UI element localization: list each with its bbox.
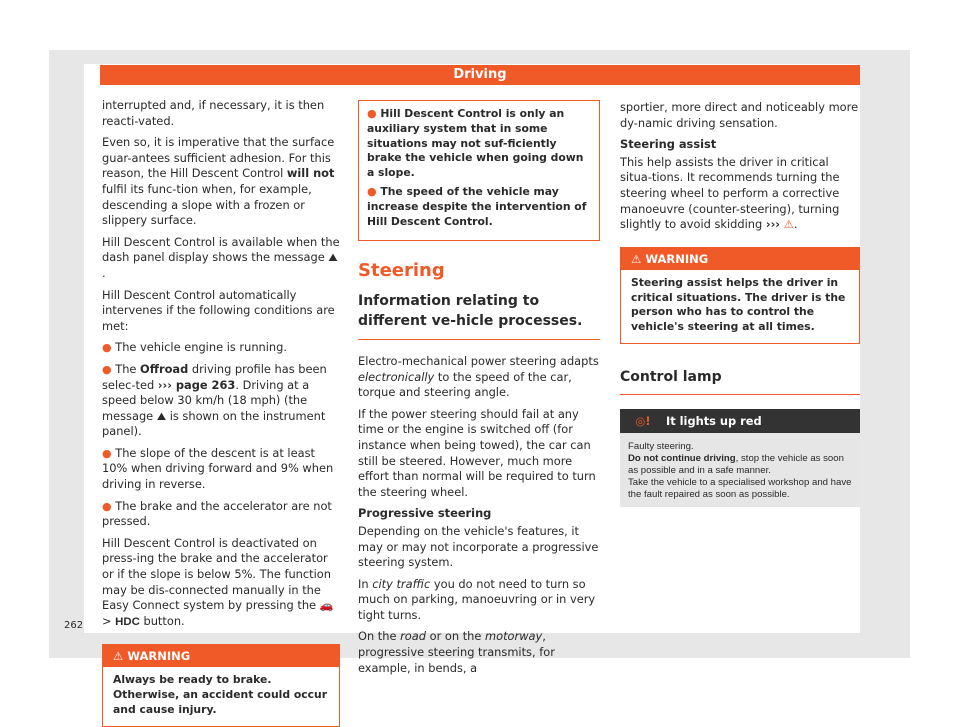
list-item: ● The speed of the vehicle may increase despite the intervention of Hill Descent Control.	[367, 184, 587, 228]
warning-header: ⚠ WARNING	[621, 248, 859, 270]
column-1	[102, 98, 340, 727]
paragraph: Hill Descent Control automatically intervenes if the following conditions are met:	[102, 287, 335, 333]
section-title: Steering	[358, 260, 445, 282]
warning-text: Steering assist helps the driver in critical situations. The driver is the person who has to control the vehicle's steering at all times.	[631, 275, 846, 334]
paragraph: Even so, it is imperative that the surface guar-antees sufficient adhesion. For this reason, the Hill Descent Control will not fulfil its func-tion when, for example, descending a slope with a frozen or slippery surface.	[102, 135, 335, 228]
list-item: ● Hill Descent Control is only an auxiliary system that in some situations may not suf-ficiently brake the vehicle when going down a slope.	[367, 107, 584, 180]
subsection-title: Information relating to different ve-hicle processes.	[358, 291, 600, 340]
warning-text: Always be ready to brake. Otherwise, an accident could occur and cause injury.	[113, 673, 328, 716]
lamp-header: ◎! It lights up red	[620, 409, 860, 433]
subheading: Progressive steering	[358, 506, 492, 521]
warning-box	[620, 247, 860, 344]
hill-descent-icon: ⛰	[156, 409, 167, 423]
page-link[interactable]: ››› page 263	[157, 377, 236, 392]
list-item: ● The Offroad driving profile has been selec-ted ››› page 263. Driving at a speed below 30 km/h (18 mph) (the message ⛰ is shown on the instrument panel).	[102, 361, 327, 439]
car-icon: 🚗	[319, 599, 334, 613]
hill-descent-icon: ⛰	[328, 251, 338, 265]
paragraph: On the road or on the motorway, progressive steering transmits, for example, in bends, a	[358, 629, 555, 675]
warning-icon: ⚠	[783, 217, 794, 232]
warning-icon: ⚠	[631, 251, 642, 266]
steering-warning-icon: ◎!	[635, 413, 651, 428]
paragraph: sportier, more direct and noticeably more dy-namic driving sensation.	[620, 100, 859, 130]
note-box	[358, 100, 600, 241]
lamp-description: Faulty steering. Do not continue driving, stop the vehicle as soon as possible and in a safe manner. Take the vehicle to a specialised workshop and have the fault repaired as soon as possible.	[620, 433, 860, 507]
paragraph: In city traffic you do not need to turn so much on parking, manoeuvring or in very tight turns.	[358, 576, 596, 622]
warning-box	[102, 644, 340, 726]
paragraph: Hill Descent Control is deactivated on press-ing the brake and the accelerator or if the slope is below 5%. The function may be dis-connected manually in the Easy Connect system by pressing the 🚗 > HDC button.	[102, 535, 334, 628]
section-header: Driving	[100, 65, 860, 85]
paragraph: Depending on the vehicle's features, it may or may not incorporate a progressive steering system.	[358, 523, 599, 570]
paragraph: Hill Descent Control is available when the dash panel display shows the message ⛰.	[102, 234, 340, 280]
column-2	[358, 100, 600, 682]
column-3	[620, 100, 860, 507]
paragraph: This help assists the driver in critical situa-tions. It recommends turning the steering wheel to perform a corrective manoeuvre (counter-steering), turning slightly to avoid skidding ››› ⚠.	[620, 154, 840, 232]
list-item: ● The brake and the accelerator are not pressed.	[102, 498, 332, 529]
list-item: ● The slope of the descent is at least 10% when driving forward and 9% when driving in reverse.	[102, 445, 334, 492]
paragraph: If the power steering should fail at any time or the engine is switched off (for instance when being towed), the car can still be steered. However, much more effort than normal will be required to turn the steering wheel.	[358, 406, 596, 499]
warning-icon: ⚠	[113, 649, 124, 664]
section-title: Control lamp	[620, 370, 860, 395]
paragraph: interrupted and, if necessary, it is then reacti-vated.	[102, 98, 325, 128]
page-link[interactable]: ›››	[765, 217, 780, 232]
subheading: Steering assist	[620, 137, 717, 152]
page-number: 262	[64, 620, 84, 631]
paragraph: Electro-mechanical power steering adapts electronically to the speed of the car, torque and steering angle.	[358, 353, 599, 400]
list-item: ● The vehicle engine is running.	[102, 340, 287, 355]
warning-header: ⚠ WARNING	[103, 645, 339, 667]
